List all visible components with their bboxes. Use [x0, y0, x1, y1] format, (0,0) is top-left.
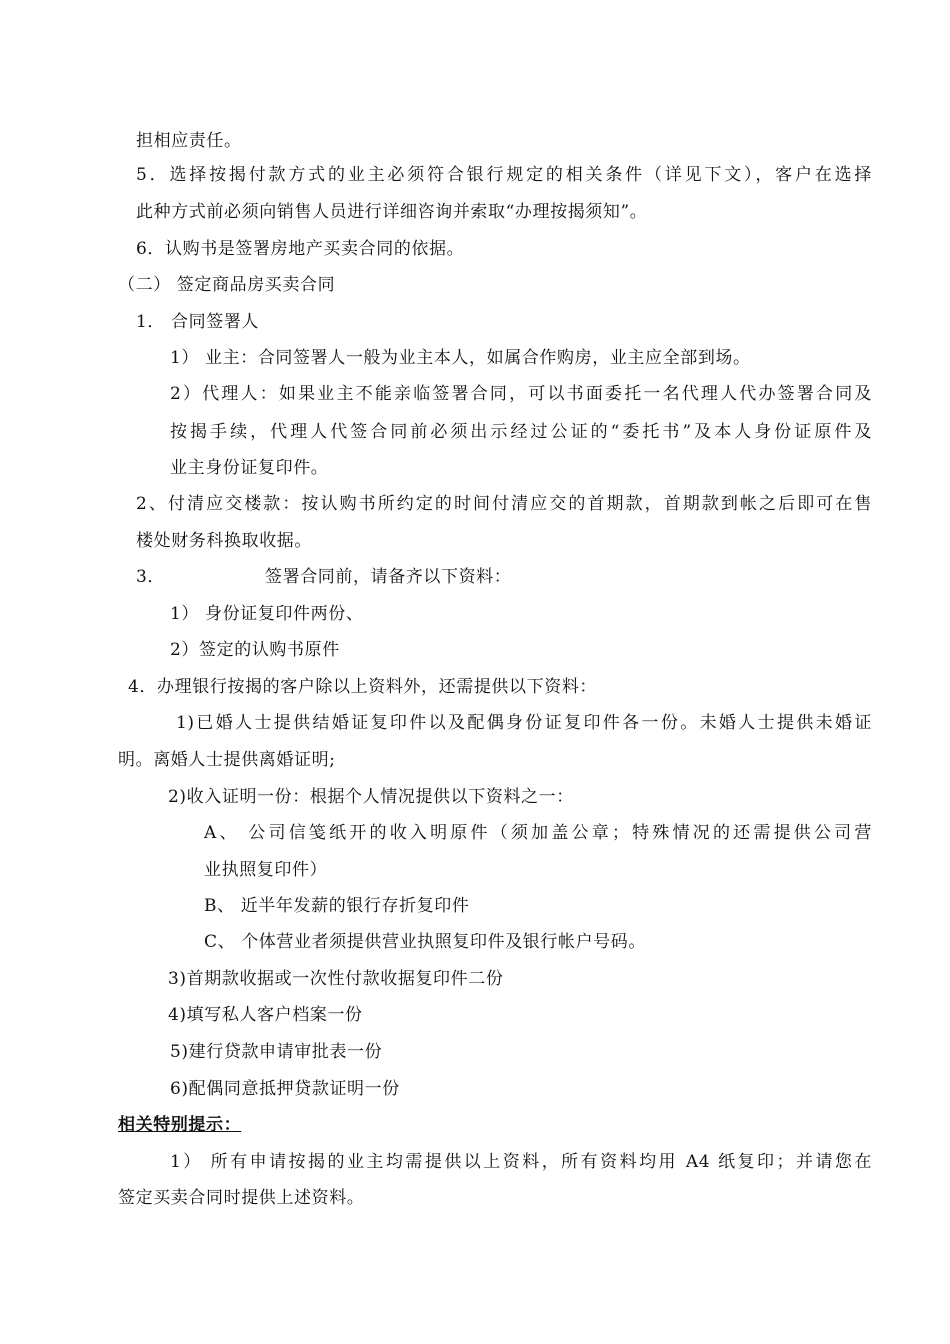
- special-notice-line-2: 签定买卖合同时提供上述资料。: [118, 1188, 365, 1208]
- special-notice-line-1: 1） 所有申请按揭的业主均需提供以上资料，所有资料均用 A4 纸复印；并请您在: [170, 1152, 872, 1172]
- subitem-3-marker: 3．: [136, 567, 166, 587]
- income-option-c: C、 个体营业者须提供营业执照复印件及银行帐户号码。: [204, 932, 647, 952]
- agent-item-line-3: 业主身份证复印件。: [170, 458, 329, 478]
- subitem-2-line-2: 楼处财务科换取收据。: [136, 531, 312, 551]
- loan-item-5: 5)建行贷款申请审批表一份: [170, 1042, 383, 1062]
- item-5-line-2: 此种方式前必须向销售人员进行详细咨询并索取“办理按揭须知”。: [136, 202, 648, 222]
- section-heading-2: （二） 签定商品房买卖合同: [118, 275, 336, 295]
- material-item-2: 2）签定的认购书原件: [170, 640, 340, 660]
- subitem-3-text: 签署合同前，请备齐以下资料：: [265, 567, 512, 587]
- subitem-2-line-1: 2、付清应交楼款：按认购书所约定的时间付清应交的首期款，首期款到帐之后即可在售: [136, 494, 872, 514]
- subitem-4-heading: 4．办理银行按揭的客户除以上资料外，还需提供以下资料：: [128, 677, 598, 697]
- owner-item: 1） 业主：合同签署人一般为业主本人，如属合作购房，业主应全部到场。: [170, 348, 751, 368]
- loan-item-4: 4)填写私人客户档案一份: [168, 1005, 363, 1025]
- loan-item-6: 6)配偶同意抵押贷款证明一份: [170, 1079, 400, 1099]
- special-notice-heading: 相关特别提示：: [118, 1115, 242, 1135]
- material-item-1: 1） 身份证复印件两份、: [170, 604, 364, 624]
- loan-item-1-line-2: 明。离婚人士提供离婚证明;: [118, 750, 336, 770]
- subitem-1-heading: 1． 合同签署人: [136, 312, 260, 332]
- income-option-b: B、 近半年发薪的银行存折复印件: [204, 896, 470, 916]
- agent-item-line-2: 按揭手续，代理人代签合同前必须出示经过公证的“委托书”及本人身份证原件及: [170, 422, 872, 442]
- item-5-line-1: 5．选择按揭付款方式的业主必须符合银行规定的相关条件（详见下文），客户在选择: [136, 165, 872, 185]
- agent-item-line-1: 2）代理人：如果业主不能亲临签署合同，可以书面委托一名代理人代办签署合同及: [170, 384, 872, 404]
- loan-item-3: 3)首期款收据或一次性付款收据复印件二份: [168, 969, 504, 989]
- item-6: 6．认购书是签署房地产买卖合同的依据。: [136, 239, 465, 259]
- income-option-a-line-2: 业执照复印件）: [204, 860, 328, 880]
- text-line-1: 担相应责任。: [136, 131, 242, 151]
- loan-item-2-heading: 2)收入证明一份：根据个人情况提供以下资料之一：: [168, 787, 574, 807]
- income-option-a-line-1: A、 公司信笺纸开的收入明原件（须加盖公章；特殊情况的还需提供公司营: [204, 823, 872, 843]
- loan-item-1-line-1: 1)已婚人士提供结婚证复印件以及配偶身份证复印件各一份。未婚人士提供未婚证: [176, 713, 872, 733]
